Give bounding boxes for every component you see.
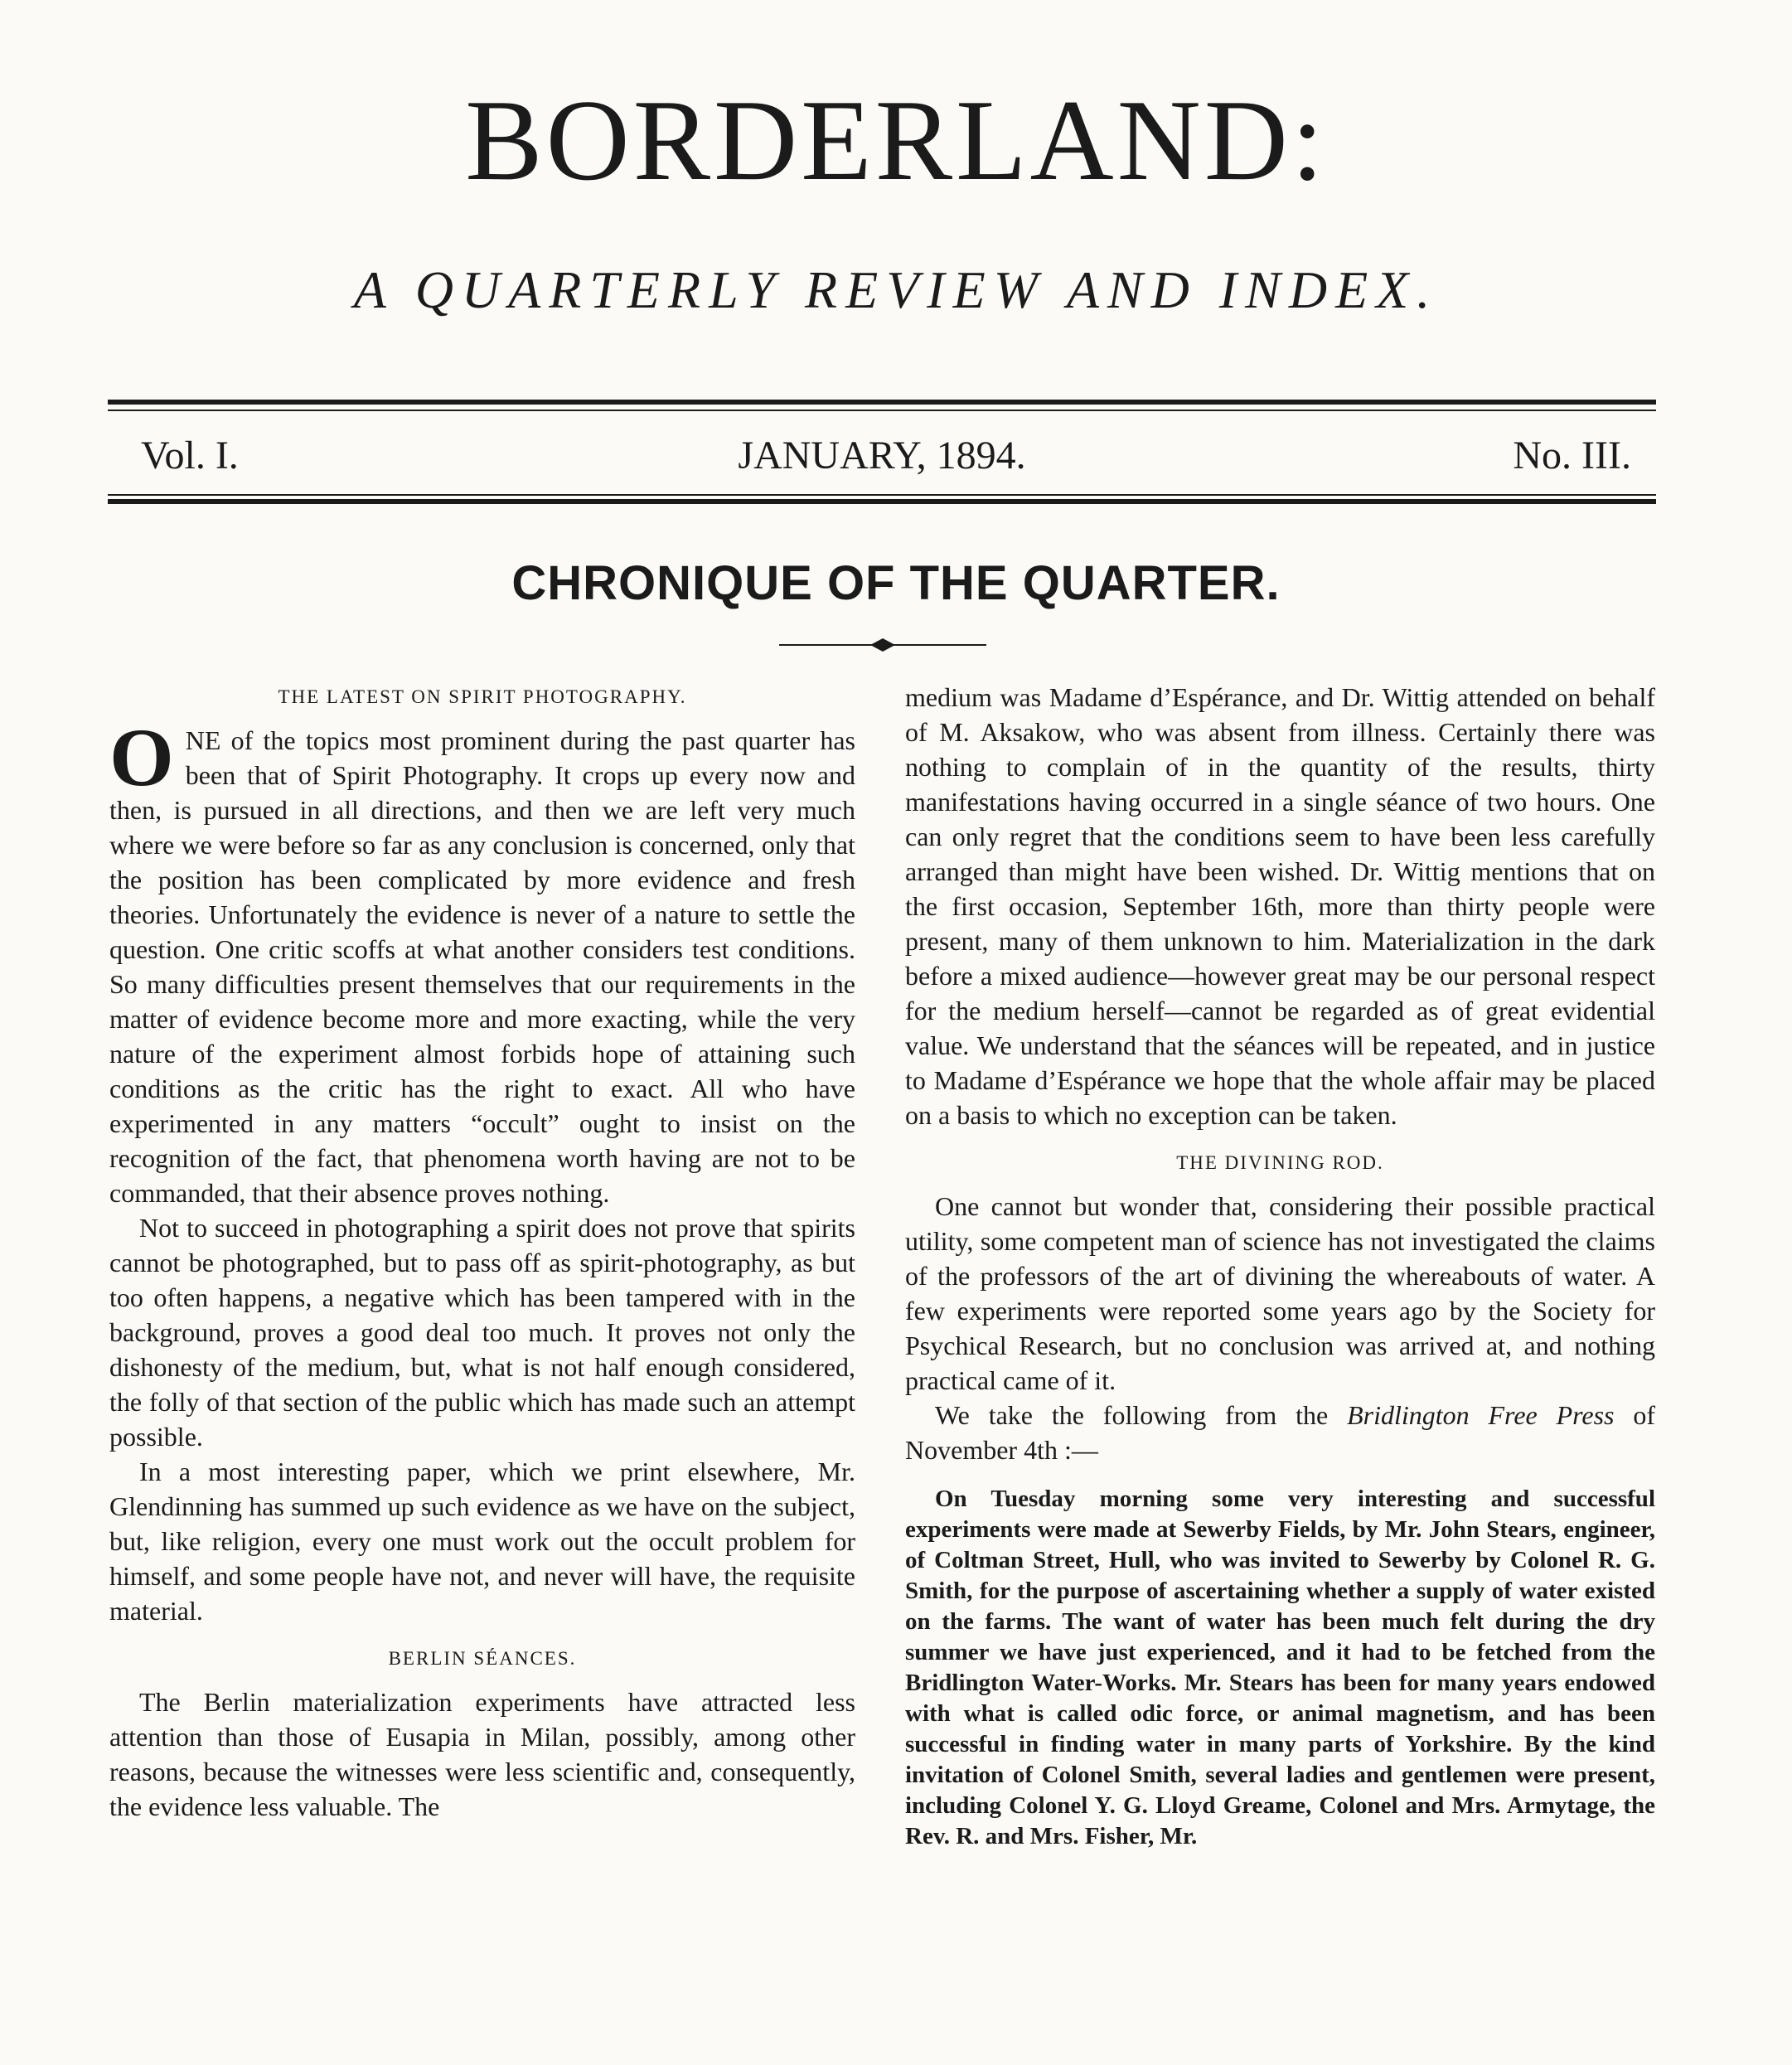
heading-berlin-seances: BERLIN SÉANCES. bbox=[388, 1648, 577, 1669]
paragraph: In a most interesting paper, which we print elsewhere, Mr. Glendinning has summed up such evidence as we have on the subject, but, like religion, every one must work out the occult problem for himself, and some people have not, and never will have, the requisite material. bbox=[109, 1457, 855, 1626]
paragraph: The Berlin materialization experiments have attracted less attention than those of Eusapia in Milan, possibly, among other reasons, because the witnesses were less scientific and, consequently, the evidence less valuable. The bbox=[109, 1687, 855, 1821]
issue-number: No. III. bbox=[1513, 434, 1631, 477]
journal-title: BORDERLAND: bbox=[465, 76, 1327, 205]
paragraph-text: We take the following from the bbox=[935, 1400, 1329, 1430]
source-title: Bridlington Free Press bbox=[1347, 1400, 1615, 1430]
paragraph bbox=[905, 1398, 1655, 1467]
bottom-rule-thick bbox=[108, 499, 1656, 504]
top-rule-thin bbox=[108, 410, 1656, 411]
paragraph bbox=[109, 711, 855, 1210]
left-column bbox=[109, 680, 855, 1824]
section-title: CHRONIQUE OF THE QUARTER. bbox=[511, 556, 1281, 610]
paragraph-text: NE of the topics most prominent during the past quarter has been that of Spirit Photography. It crops up every now and then, is pursued in all directions, and then we are left very much where we were before so far as any conclusion is concerned, only that the position has been complicated by more evidence and fresh theories. Unfortunately the evidence is never of a nature to settle the question. One critic scoffs at what another considers test conditions. So many difficulties present themselves that our requirements in the matter of evidence become more and more exacting, while the very nature of the experiment almost forbids hope of attaining such conditions as the critic has the right to exact. All who have experimented in any matters “occult” ought to insist on the recognition of the fact, that phenomena worth having are not to be commanded, that their absence proves nothing. bbox=[109, 725, 855, 1208]
journal-subtitle: A QUARTERLY REVIEW AND INDEX. bbox=[353, 260, 1439, 319]
quoted-extract: On Tuesday morning some very interesting and successful experiments were made at Sewerby Fields, by Mr. John Stears, engineer, of Coltman Street, Hull, who was invited to Sewerby by Colonel R. G. Smith, for the purpose of ascertaining whether a supply of water existed on the farms. The want of water has been much felt during the dry summer we have just experienced, and it had to be fetched from the Bridlington Water-Works. Mr. Stears has been for many years endowed with what is called odic force, or animal magnetism, and has been successful in finding water in many parts of Yorkshire. By the kind invitation of Colonel Smith, several ladies and gentlemen were present, including Colonel Y. G. Lloyd Greame, Colonel and Mrs. Armytage, the Rev. R. and Mrs. Fisher, Mr. bbox=[905, 1486, 1655, 1849]
top-rule-thick bbox=[108, 400, 1656, 405]
paragraph-text: of November 4th :— bbox=[905, 1400, 1656, 1465]
issue-line bbox=[108, 427, 1656, 485]
heading-spirit-photography: THE LATEST ON SPIRIT PHOTOGRAPHY. bbox=[278, 686, 687, 707]
issue-date: JANUARY, 1894. bbox=[738, 434, 1026, 477]
paragraph: One cannot but wonder that, considering their possible practical utility, some competent man of science has not investigated the claims of the professors of the art of divining the whereabouts of water. A few experiments were reported some years ago by the Society for Psychical Research, but no conclusion was arrived at, and nothing practical came of it. bbox=[905, 1191, 1655, 1395]
paragraph: medium was Madame d’Espérance, and Dr. Wittig attended on behalf of M. Aksakow, who was absent from illness. Certainly there was nothing to complain of in the quantity of the results, thirty manifestations having occurred in a single séance of two hours. One can only regret that the conditions seem to have been less carefully arranged than might have been wished. Dr. Wittig mentions that on the first occasion, September 16th, more than thirty people were present, many of them unknown to him. Materialization in the dark before a mixed audience—however great may be our personal respect for the medium herself—cannot be regarded as of great evidential value. We understand that the séances will be repeated, and in justice to Madame d’Espérance we hope that the whole affair may be placed on a basis to which no exception can be taken. bbox=[905, 682, 1655, 1130]
volume-label: Vol. I. bbox=[141, 434, 239, 477]
bottom-rule-thin bbox=[108, 494, 1656, 496]
right-column bbox=[905, 680, 1655, 1852]
drop-cap: O bbox=[109, 711, 174, 803]
ornament-divider bbox=[779, 637, 986, 653]
heading-divining-rod: THE DIVINING ROD. bbox=[1176, 1152, 1384, 1173]
paragraph: Not to succeed in photographing a spirit does not prove that spirits cannot be photographed, but to pass off as spirit-photography, as but too often happens, a negative which has been tampered with in the background, proves a good deal too much. It proves not only the dishonesty of the medium, but, what is not half enough considered, the folly of that section of the public which has made such an attempt possible. bbox=[109, 1213, 855, 1452]
